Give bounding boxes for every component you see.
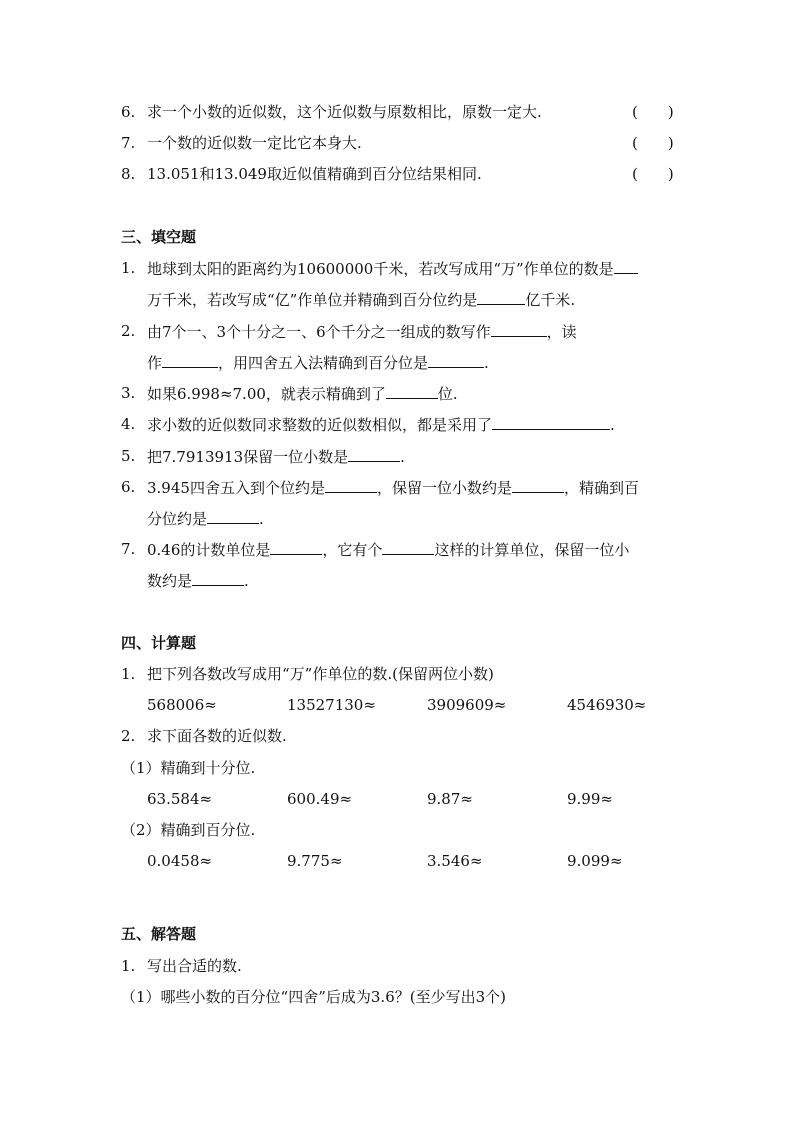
calc-value: 13527130≈	[287, 696, 376, 714]
text-segment: .	[244, 572, 249, 590]
question-number: 5.	[121, 447, 136, 465]
text-segment: 位.	[437, 385, 458, 403]
calc-value: 9.099≈	[567, 852, 623, 870]
answer-parentheses[interactable]: ( )	[632, 134, 674, 152]
item-text: 13.051和13.049取近似值精确到百分位结果相同.	[147, 165, 482, 183]
text-segment: ，它有个	[322, 541, 383, 559]
sub-question-label: （2）精确到百分位.	[121, 821, 256, 839]
question-text-line-1	[147, 321, 577, 342]
text-segment: 作	[147, 354, 163, 372]
item-number: 7.	[121, 134, 136, 152]
section-title-answer: 五、解答题	[121, 925, 197, 943]
calc-value: 3909609≈	[427, 696, 507, 714]
question-number: 3.	[121, 384, 136, 402]
answer-blank[interactable]	[270, 539, 322, 555]
answer-blank[interactable]	[614, 258, 638, 274]
calc-value: 568006≈	[147, 696, 217, 714]
calc-value: 0.0458≈	[147, 852, 213, 870]
text-segment: 把7.7913913保留一位小数是	[147, 448, 349, 466]
question-text-line-1	[147, 539, 629, 560]
answer-blank[interactable]	[348, 446, 400, 462]
question-text-line-2	[147, 352, 489, 373]
text-segment: ，精确到百	[563, 479, 639, 497]
question-number: 7.	[121, 540, 136, 558]
answer-blank[interactable]	[428, 352, 484, 368]
text-segment: ，读	[546, 323, 577, 341]
text-segment: 万千米，若改写成“亿”作单位并精确到百分位约是	[147, 291, 478, 309]
text-segment: 0.46的计数单位是	[147, 541, 271, 559]
question-text-line-1	[147, 258, 638, 279]
calc-value: 9.775≈	[287, 852, 343, 870]
text-segment: .	[400, 448, 405, 466]
text-segment: 亿千米.	[525, 291, 576, 309]
calc-value: 9.99≈	[567, 790, 613, 808]
answer-blank[interactable]	[162, 352, 218, 368]
text-segment: .	[610, 416, 615, 434]
question-number: 1.	[121, 665, 136, 683]
question-text	[147, 446, 405, 467]
answer-blank[interactable]	[386, 383, 438, 399]
answer-blank[interactable]	[477, 289, 525, 305]
text-segment: 由7个一、3个十分之一、6个千分之一组成的数写作	[147, 323, 491, 341]
item-text: 一个数的近似数一定比它本身大.	[147, 134, 362, 152]
answer-blank[interactable]	[512, 477, 564, 493]
question-text-line-1	[147, 477, 639, 498]
question-text: 求下面各数的近似数.	[147, 727, 287, 745]
question-text-line-2	[147, 508, 264, 529]
question-number: 4.	[121, 415, 136, 433]
question-text: 写出合适的数.	[147, 957, 242, 975]
text-segment: 3.945四舍五入到个位约是	[147, 479, 325, 497]
answer-blank[interactable]	[491, 321, 547, 337]
question-text	[147, 414, 615, 435]
text-segment: ，用四舍五入法精确到百分位是	[218, 354, 429, 372]
answer-parentheses[interactable]: ( )	[632, 165, 674, 183]
calc-value: 600.49≈	[287, 790, 353, 808]
question-number: 2.	[121, 727, 136, 745]
calc-value: 3.546≈	[427, 852, 483, 870]
question-number: 1.	[121, 259, 136, 277]
sub-question-label: （1）哪些小数的百分位“四舍”后成为3.6？(至少写出3个)	[121, 988, 506, 1006]
question-text-line-2	[147, 570, 249, 591]
item-text: 求一个小数的近似数，这个近似数与原数相比，原数一定大.	[147, 103, 542, 121]
answer-blank[interactable]	[382, 539, 434, 555]
answer-blank[interactable]	[325, 477, 377, 493]
question-number: 2.	[121, 322, 136, 340]
text-segment: 数约是	[147, 572, 193, 590]
item-number: 6.	[121, 103, 136, 121]
item-number: 8.	[121, 165, 136, 183]
question-text	[147, 383, 458, 404]
text-segment: 分位约是	[147, 510, 208, 528]
question-text-line-2	[147, 289, 575, 310]
section-title-fill: 三、填空题	[121, 228, 197, 246]
answer-parentheses[interactable]: ( )	[632, 103, 674, 121]
answer-blank[interactable]	[492, 414, 610, 430]
text-segment: .	[484, 354, 489, 372]
answer-blank[interactable]	[207, 508, 259, 524]
calc-value: 9.87≈	[427, 790, 473, 808]
question-text: 把下列各数改写成用“万”作单位的数.(保留两位小数)	[147, 665, 494, 683]
answer-blank[interactable]	[192, 570, 244, 586]
text-segment: ，保留一位小数约是	[376, 479, 512, 497]
question-number: 6.	[121, 478, 136, 496]
question-number: 1.	[121, 957, 136, 975]
text-segment: 地球到太阳的距离约为10600000千米，若改写成用“万”作单位的数是	[147, 260, 614, 278]
text-segment: 这样的计算单位，保留一位小	[434, 541, 630, 559]
text-segment: 求小数的近似数同求整数的近似数相似，都是采用了	[147, 416, 493, 434]
text-segment: 如果6.998≈7.00，就表示精确到了	[147, 385, 386, 403]
calc-value: 63.584≈	[147, 790, 213, 808]
text-segment: .	[259, 510, 264, 528]
sub-question-label: （1）精确到十分位.	[121, 759, 256, 777]
section-title-calc: 四、计算题	[121, 634, 197, 652]
calc-value: 4546930≈	[567, 696, 647, 714]
